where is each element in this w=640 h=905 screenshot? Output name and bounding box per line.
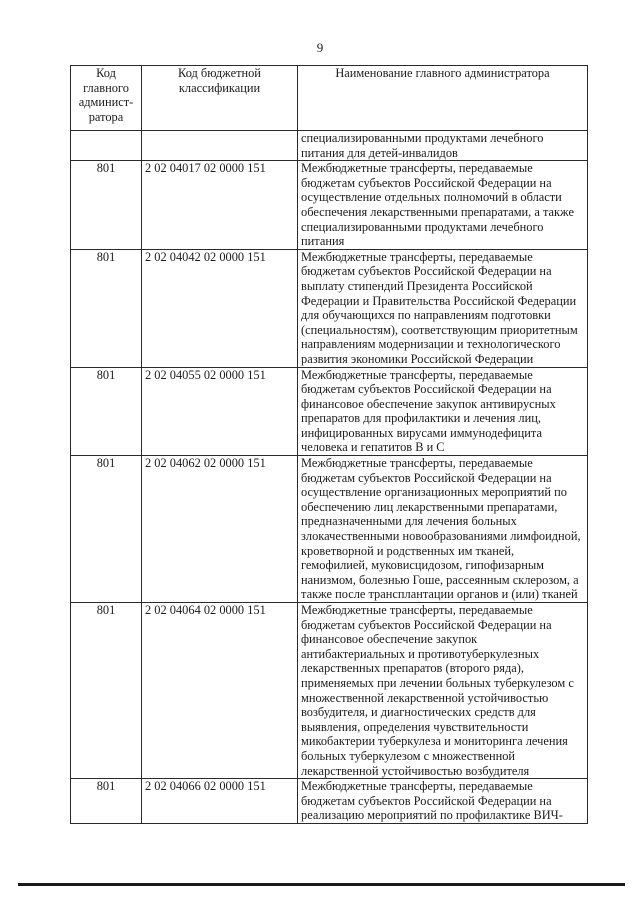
admin-code-cell: 801 [71,603,142,779]
admin-code-cell: 801 [71,779,142,824]
budget-classification-table [70,65,588,824]
admin-code-cell: 801 [71,249,142,367]
table-row [71,131,588,161]
header-name: Наименование главного администратора [298,66,588,131]
table-row [71,367,588,456]
kbk-cell: 2 02 04066 02 0000 151 [142,779,298,824]
name-cell: Межбюджетные трансферты, передаваемые бюджетам субъектов Российской Федерации на реализацию мероприятий по профилактике ВИЧ- [298,779,588,824]
table-row [71,603,588,779]
name-cell: Межбюджетные трансферты, передаваемые бюджетам субъектов Российской Федерации на финансовое обеспечение закупок антибактериальных и противотуберкулезных лекарственных препаратов (второго ряда), применяемых при лечении больных туберкулезом с множественной лекарственной устойчивостью возбудителя, и диагностических средств для выявления, определения чувствительности микобактерии туберкулеза и мониторинга лечения больных туберкулезом с множественной лекарственной устойчивостью возбудителя [298,603,588,779]
name-cell: специализированными продуктами лечебного питания для детей-инвалидов [298,131,588,161]
name-cell: Межбюджетные трансферты, передаваемые бюджетам субъектов Российской Федерации на осуществление отдельных полномочий в области обеспечения лекарственными препаратами, а также специализированными продуктами лечебного питания [298,161,588,250]
kbk-cell: 2 02 04062 02 0000 151 [142,456,298,603]
page-bottom-rule [18,883,625,886]
kbk-cell: 2 02 04017 02 0000 151 [142,161,298,250]
table-row [71,779,588,824]
admin-code-cell [71,131,142,161]
page-number: 9 [316,40,324,55]
name-cell: Межбюджетные трансферты, передаваемые бюджетам субъектов Российской Федерации на осуществление организационных мероприятий по обеспечению лиц лекарственными препаратами, предназначенными для лечения больных злокачественными новообразованиями лимфоидной, кроветворной и родственных им тканей, гемофилией, муковисцидозом, гипофизарным нанизмом, болезнью Гоше, рассеянным склерозом, а также после трансплантации органов и (или) тканей [298,456,588,603]
header-kbk: Код бюджетной классификации [142,66,298,131]
table-header-row [71,66,588,131]
table-row [71,249,588,367]
admin-code-cell: 801 [71,456,142,603]
kbk-cell: 2 02 04055 02 0000 151 [142,367,298,456]
admin-code-cell: 801 [71,367,142,456]
kbk-cell [142,131,298,161]
admin-code-cell: 801 [71,161,142,250]
table-row [71,456,588,603]
kbk-cell: 2 02 04064 02 0000 151 [142,603,298,779]
table-row [71,161,588,250]
name-cell: Межбюджетные трансферты, передаваемые бюджетам субъектов Российской Федерации на финансовое обеспечение закупок антивирусных препаратов для профилактики и лечения лиц, инфицированных вирусами иммунодефицита человека и гепатитов В и С [298,367,588,456]
header-admin-code: Код главного админист-ратора [71,66,142,131]
name-cell: Межбюджетные трансферты, передаваемые бюджетам субъектов Российской Федерации на выплату стипендий Президента Российской Федерации и Правительства Российской Федерации для обучающихся по направлениям подготовки (специальностям), соответствующим приоритетным направлениям модернизации и технологического развития экономики Российской Федерации [298,249,588,367]
kbk-cell: 2 02 04042 02 0000 151 [142,249,298,367]
